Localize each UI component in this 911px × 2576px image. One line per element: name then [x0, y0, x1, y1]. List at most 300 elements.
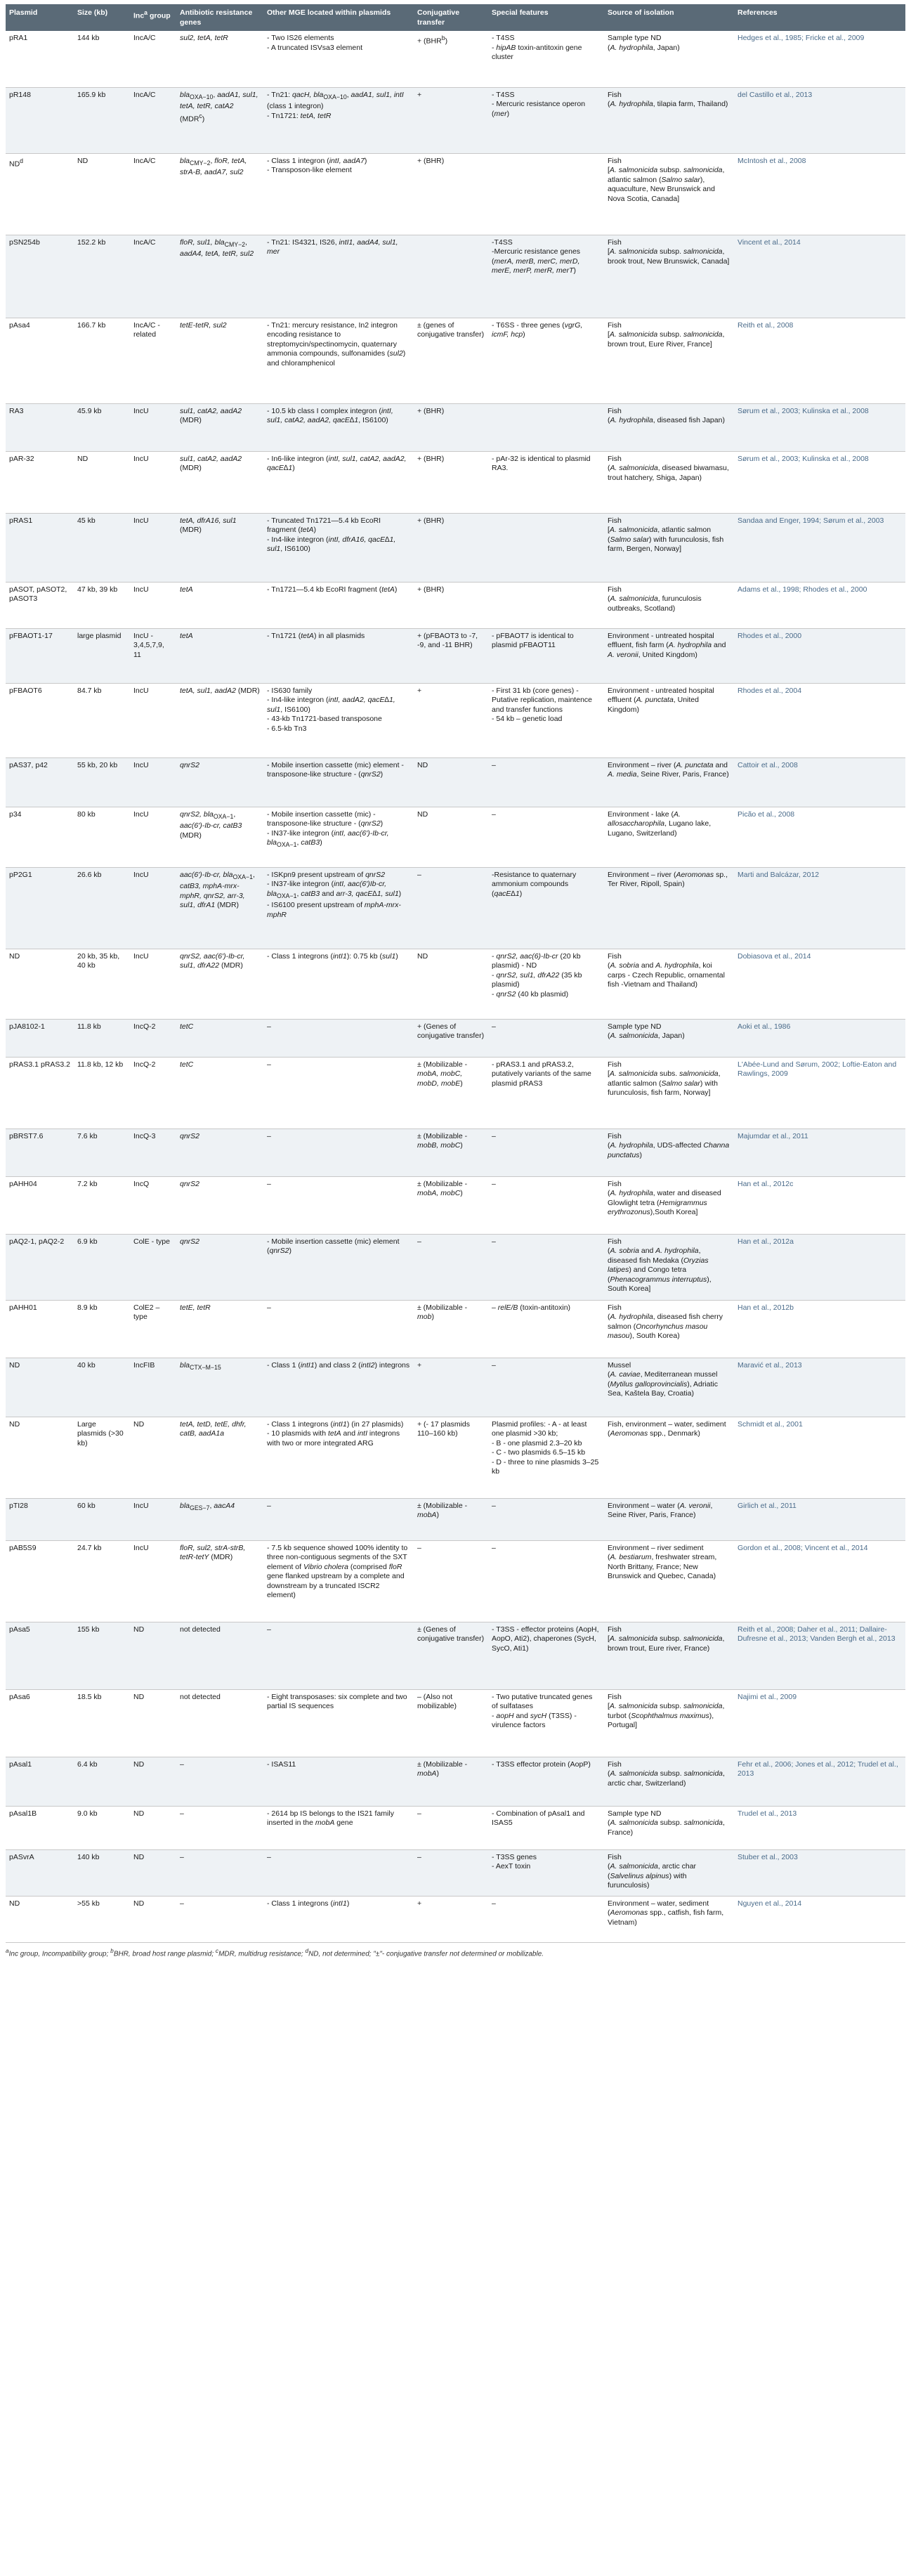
cell-resistance-genes: sul2, tetA, tetR [176, 31, 263, 87]
cell-source-of-isolation: Fish [A. salmonicida subsp. salmonicida, atlantic salmon (Salmo salar), aquaculture, New Brunswick and Nova Scotia, Canada] [604, 153, 734, 235]
cell-plasmid: pAHH01 [6, 1300, 74, 1358]
cell-size: >55 kb [74, 1896, 130, 1942]
cell-references: Najimi et al., 2009 [734, 1689, 905, 1757]
cell-conjugative-transfer [414, 235, 488, 318]
cell-size: 9.0 kb [74, 1806, 130, 1849]
table-row [6, 403, 905, 451]
cell-inc-group: ND [130, 1689, 176, 1757]
cell-size: 152.2 kb [74, 235, 130, 318]
cell-plasmid: ND [6, 1358, 74, 1417]
cell-plasmid: pAsal1 [6, 1757, 74, 1806]
cell-conjugative-transfer: – [414, 1806, 488, 1849]
cell-source-of-isolation: Sample type ND (A. salmonicida subsp. salmonicida, France) [604, 1806, 734, 1849]
cell-references: Sandaa and Enger, 1994; Sørum et al., 2003 [734, 513, 905, 582]
table-row [6, 87, 905, 153]
cell-special-features: Plasmid profiles: - A - at least one plasmid >30 kb; - B - one plasmid 2.3–20 kb - C - two plasmids 6.5–15 kb - D - three to nine plasmids 3–25 kb [488, 1417, 604, 1498]
cell-plasmid: p34 [6, 807, 74, 867]
cell-size: 20 kb, 35 kb, 40 kb [74, 949, 130, 1019]
cell-source-of-isolation: Environment – river (Aeromonas sp., Ter River, Ripoll, Spain) [604, 867, 734, 949]
cell-plasmid: pFBAOT1-17 [6, 628, 74, 683]
cell-references: Gordon et al., 2008; Vincent et al., 2014 [734, 1540, 905, 1622]
column-header-other-mge: Other MGE located within plasmids [263, 4, 414, 31]
cell-resistance-genes: qnrS2 [176, 1176, 263, 1234]
cell-source-of-isolation: Fish [A. salmonicida subsp. salmonicida, brown trout, Eure river, France) [604, 1622, 734, 1689]
cell-other-mge: – [263, 1498, 414, 1540]
cell-conjugative-transfer: + (BHR) [414, 153, 488, 235]
cell-conjugative-transfer: – [414, 1849, 488, 1896]
cell-source-of-isolation: Fish [A. salmonicida, atlantic salmon (Salmo salar) with furunculosis, fish farm, Bergen, Norway] [604, 513, 734, 582]
cell-references: Dobiasova et al., 2014 [734, 949, 905, 1019]
table-row [6, 1622, 905, 1689]
cell-resistance-genes: tetA, tetD, tetE, dhfr, catB, aadA1a [176, 1417, 263, 1498]
cell-conjugative-transfer: ± (Mobilizable - mobA, mobC) [414, 1176, 488, 1234]
table-row [6, 1417, 905, 1498]
cell-other-mge: - Mobile insertion cassette (mic) element (qnrS2) [263, 1234, 414, 1300]
cell-references: Aoki et al., 1986 [734, 1019, 905, 1057]
cell-source-of-isolation: Fish (A. hydrophila, tilapia farm, Thailand) [604, 87, 734, 153]
cell-resistance-genes: sul1, catA2, aadA2 (MDR) [176, 451, 263, 513]
cell-other-mge: - Mobile insertion cassette (mic) - transposone-like structure - (qnrS2) - IN37-like integron (intI, aac(6′)-Ib-cr, bla$_{OXA-1}$, catB3) [263, 807, 414, 867]
cell-plasmid: pFBAOT6 [6, 683, 74, 757]
cell-size: 140 kb [74, 1849, 130, 1896]
table-row [6, 807, 905, 867]
cell-size: 18.5 kb [74, 1689, 130, 1757]
cell-source-of-isolation: Environment – water (A. veronii, Seine River, Paris, France) [604, 1498, 734, 1540]
cell-special-features: – [488, 1896, 604, 1942]
table-row [6, 867, 905, 949]
cell-resistance-genes: bla$_{CTX-M-15}$ [176, 1358, 263, 1417]
table-row [6, 1849, 905, 1896]
cell-inc-group: IncU [130, 403, 176, 451]
cell-other-mge: - Tn21: IS4321, IS26, intI1, aadA4, sul1, mer [263, 235, 414, 318]
cell-references: Schmidt et al., 2001 [734, 1417, 905, 1498]
cell-plasmid: pTI28 [6, 1498, 74, 1540]
cell-other-mge: – [263, 1128, 414, 1176]
table-footnote: $^a$Inc group, Incompatibility group; $^b$BHR, broad host range plasmid; $^c$MDR, multidrug resistance; $^d$ND, not determined; "±"- conjugative transfer not determined or mobilizable. [6, 1946, 544, 1958]
cell-other-mge: - 2614 bp IS belongs to the IS21 family inserted in the mobA gene [263, 1806, 414, 1849]
cell-resistance-genes: bla$_{OXA-10}$, aadA1, sul1, tetA, tetR, catA2 (MDR$^c$) [176, 87, 263, 153]
cell-other-mge: - Tn1721—5.4 kb EcoRI fragment (tetA) [263, 582, 414, 628]
cell-size: 6.4 kb [74, 1757, 130, 1806]
cell-conjugative-transfer: + (BHR) [414, 403, 488, 451]
cell-references: Cattoir et al., 2008 [734, 757, 905, 807]
cell-source-of-isolation: Environment – river sediment (A. bestiarum, freshwater stream, North Brittany, France; New Brunswick and Quebec, Canada) [604, 1540, 734, 1622]
cell-inc-group: IncU - 3,4,5,7,9, 11 [130, 628, 176, 683]
cell-resistance-genes: qnrS2 [176, 757, 263, 807]
cell-resistance-genes: bla$_{GES-7}$, aacA4 [176, 1498, 263, 1540]
cell-special-features [488, 403, 604, 451]
cell-plasmid: pAsa6 [6, 1689, 74, 1757]
cell-inc-group: IncU [130, 513, 176, 582]
cell-size: large plasmid [74, 628, 130, 683]
cell-inc-group: IncU [130, 582, 176, 628]
cell-source-of-isolation: Fish (A. salmonicida subsp. salmonicida, arctic char, Switzerland) [604, 1757, 734, 1806]
cell-special-features: - pRAS3.1 and pRAS3.2, putatively variants of the same plasmid pRAS3 [488, 1057, 604, 1128]
cell-size: 60 kb [74, 1498, 130, 1540]
cell-size: 45 kb [74, 513, 130, 582]
cell-resistance-genes: tetC [176, 1057, 263, 1128]
cell-size: 8.9 kb [74, 1300, 130, 1358]
cell-conjugative-transfer: – [414, 1540, 488, 1622]
column-header-special-features: Special features [488, 4, 604, 31]
cell-special-features: - T3SS genes - AexT toxin [488, 1849, 604, 1896]
cell-plasmid: pRAS1 [6, 513, 74, 582]
cell-conjugative-transfer: + $(BHR^b)$ [414, 31, 488, 87]
cell-other-mge: – [263, 1176, 414, 1234]
cell-other-mge: - IS630 family - In4-like integron (intI, aadA2, qacE∆1, sul1, IS6100) - 43-kb Tn1721-based transposone - 6.5-kb Tn3 [263, 683, 414, 757]
cell-other-mge: – [263, 1057, 414, 1128]
cell-resistance-genes: not detected [176, 1622, 263, 1689]
cell-conjugative-transfer: ± (Genes of conjugative transfer) [414, 1622, 488, 1689]
cell-inc-group: ND [130, 1849, 176, 1896]
cell-inc-group: IncA/C [130, 235, 176, 318]
cell-resistance-genes: tetA, dfrA16, sul1 (MDR) [176, 513, 263, 582]
cell-references: Sørum et al., 2003; Kulinska et al., 2008 [734, 403, 905, 451]
cell-conjugative-transfer: ± (Mobilizable - mobA, mobC, mobD, mobE) [414, 1057, 488, 1128]
cell-references: Han et al., 2012b [734, 1300, 905, 1358]
cell-special-features: – [488, 1358, 604, 1417]
cell-size: Large plasmids (>30 kb) [74, 1417, 130, 1498]
table-body [6, 31, 905, 1942]
cell-size: 55 kb, 20 kb [74, 757, 130, 807]
cell-references: Adams et al., 1998; Rhodes et al., 2000 [734, 582, 905, 628]
cell-references: Hedges et al., 1985; Fricke et al., 2009 [734, 31, 905, 87]
column-header-resistance-genes: Antibiotic resistance genes [176, 4, 263, 31]
cell-source-of-isolation: Fish [A. salmonicida subsp. salmonicida, brook trout, New Brunswick, Canada] [604, 235, 734, 318]
cell-references: Rhodes et al., 2000 [734, 628, 905, 683]
table-row [6, 1019, 905, 1057]
column-header-plasmid: Plasmid [6, 4, 74, 31]
cell-source-of-isolation: Fish (A. sobria and A. hydrophila, koi carps - Czech Republic, ornamental fish -Vietnam and Thailand) [604, 949, 734, 1019]
cell-conjugative-transfer: – [414, 1234, 488, 1300]
cell-other-mge: - Class 1 integron (intI, aadA7) - Transposon-like element [263, 153, 414, 235]
cell-inc-group: IncQ [130, 1176, 176, 1234]
column-header-references: References [734, 4, 905, 31]
cell-source-of-isolation: Environment - lake (A. allosaccharophila, Lugano lake, Lugano, Switzerland) [604, 807, 734, 867]
cell-references: Fehr et al., 2006; Jones et al., 2012; Trudel et al., 2013 [734, 1757, 905, 1806]
cell-conjugative-transfer: + [414, 683, 488, 757]
cell-special-features: - Combination of pAsal1 and ISAS5 [488, 1806, 604, 1849]
cell-special-features: – [488, 757, 604, 807]
cell-plasmid: pAQ2-1, pAQ2-2 [6, 1234, 74, 1300]
cell-source-of-isolation: Environment - untreated hospital effluent, fish farm (A. hydrophila and A. veronii, United Kingdom) [604, 628, 734, 683]
cell-resistance-genes: bla$_{CMY-2}$, floR, tetA, strA-B, aadA7, sul2 [176, 153, 263, 235]
table-row [6, 1540, 905, 1622]
cell-size: 40 kb [74, 1358, 130, 1417]
cell-other-mge: - ISAS11 [263, 1757, 414, 1806]
cell-resistance-genes: – [176, 1757, 263, 1806]
cell-source-of-isolation: Fish (A. hydrophila, diseased fish cherry salmon (Oncorhynchus masou masou), South Korea) [604, 1300, 734, 1358]
cell-plasmid: RA3 [6, 403, 74, 451]
cell-references: Vincent et al., 2014 [734, 235, 905, 318]
table-row [6, 1128, 905, 1176]
cell-plasmid: $ND^d$ [6, 153, 74, 235]
cell-inc-group: ND [130, 1806, 176, 1849]
cell-inc-group: ND [130, 1622, 176, 1689]
cell-other-mge: - 10.5 kb class I complex integron (intI, sul1, catA2, aadA2, qacE∆1, IS6100) [263, 403, 414, 451]
cell-conjugative-transfer: ± (Mobilizable - mobA) [414, 1757, 488, 1806]
cell-references: Majumdar et al., 2011 [734, 1128, 905, 1176]
cell-inc-group: IncU [130, 1540, 176, 1622]
cell-inc-group: ND [130, 1757, 176, 1806]
cell-conjugative-transfer: ± (genes of conjugative transfer) [414, 318, 488, 403]
cell-plasmid: pAsal1B [6, 1806, 74, 1849]
cell-references: Stuber et al., 2003 [734, 1849, 905, 1896]
cell-source-of-isolation: Environment – water, sediment (Aeromonas spp., catfish, fish farm, Vietnam) [604, 1896, 734, 1942]
cell-references: Han et al., 2012c [734, 1176, 905, 1234]
cell-resistance-genes: tetE, tetR [176, 1300, 263, 1358]
cell-references: L'Abée-Lund and Sørum, 2002; Loftie-Eaton and Rawlings, 2009 [734, 1057, 905, 1128]
cell-other-mge: – [263, 1300, 414, 1358]
cell-other-mge: - Tn21: qacH, bla$_{OXA-10}$, aadA1, sul1, intI (class 1 integron) - Tn1721: tetA, tetR [263, 87, 414, 153]
cell-special-features: - Two putative truncated genes of sulfatases - aopH and sycH (T3SS) - virulence factors [488, 1689, 604, 1757]
cell-references: Girlich et al., 2011 [734, 1498, 905, 1540]
cell-inc-group: IncU [130, 807, 176, 867]
cell-source-of-isolation: Environment – river (A. punctata and A. media, Seine River, Paris, France) [604, 757, 734, 807]
cell-plasmid: pAsa5 [6, 1622, 74, 1689]
table-row [6, 1806, 905, 1849]
cell-other-mge: - Class 1 (intI1) and class 2 (intI2) integrons [263, 1358, 414, 1417]
cell-inc-group: IncA/C [130, 31, 176, 87]
cell-plasmid: pAHH04 [6, 1176, 74, 1234]
cell-source-of-isolation: Mussel (A. caviae, Mediterranean mussel (Mytilus galloprovincialis), Adriatic Sea, Kaštela Bay, Croatia) [604, 1358, 734, 1417]
cell-inc-group: ND [130, 1896, 176, 1942]
cell-inc-group: IncU [130, 1498, 176, 1540]
cell-resistance-genes: – [176, 1849, 263, 1896]
cell-plasmid: ND [6, 949, 74, 1019]
cell-plasmid: pAB5S9 [6, 1540, 74, 1622]
cell-references: del Castillo et al., 2013 [734, 87, 905, 153]
cell-other-mge: - Truncated Tn1721—5.4 kb EcoRI fragment (tetA) - In4-like integron (intI, dfrA16, qacE∆1, sul1, IS6100) [263, 513, 414, 582]
column-header-inc-group: Inc$^a$ group [130, 4, 176, 31]
cell-special-features: – [488, 1498, 604, 1540]
cell-inc-group: ND [130, 1417, 176, 1498]
cell-source-of-isolation: Fish [A. salmonicida subsp. salmonicida, turbot (Scophthalmus maximus), Portugal] [604, 1689, 734, 1757]
cell-resistance-genes: tetC [176, 1019, 263, 1057]
cell-size: 47 kb, 39 kb [74, 582, 130, 628]
cell-size: 80 kb [74, 807, 130, 867]
cell-inc-group: IncQ-2 [130, 1019, 176, 1057]
cell-conjugative-transfer: ND [414, 949, 488, 1019]
cell-resistance-genes: qnrS2 [176, 1128, 263, 1176]
cell-special-features: - qnrS2, aac(6)-Ib-cr (20 kb plasmid) - ND - qnrS2, sul1, dfrA22 (35 kb plasmid) - qnrS2 (40 kb plasmid) [488, 949, 604, 1019]
cell-conjugative-transfer: ± (Mobilizable - mob) [414, 1300, 488, 1358]
cell-other-mge: - Tn21: mercury resistance, In2 integron encoding resistance to streptomycin/spectinomycin, quaternary ammonia compounds, sulfonamides (sul2) and chloramphenicol [263, 318, 414, 403]
cell-source-of-isolation: Fish (A. hydrophila, water and diseased Glowlight tetra (Hemigrammus erythrozonus),South Korea] [604, 1176, 734, 1234]
table-row [6, 1498, 905, 1540]
table-wrapper [6, 4, 905, 1958]
cell-conjugative-transfer: + [414, 1358, 488, 1417]
table-row [6, 153, 905, 235]
cell-plasmid: pAsa4 [6, 318, 74, 403]
cell-other-mge: - Mobile insertion cassette (mic) element - transposone-like structure - (qnrS2) [263, 757, 414, 807]
cell-size: 11.8 kb, 12 kb [74, 1057, 130, 1128]
cell-other-mge: - 7.5 kb sequence showed 100% identity to three non-contiguous segments of the SXT element of Vibrio cholera (comprised floR gene flanked upstream by a complete and downstream by a truncated ISCR2 element) [263, 1540, 414, 1622]
cell-references: Reith et al., 2008 [734, 318, 905, 403]
cell-source-of-isolation: Sample type ND (A. salmonicida, Japan) [604, 1019, 734, 1057]
cell-source-of-isolation: Fish (A. hydrophila, UDS-affected Channa punctatus) [604, 1128, 734, 1176]
cell-inc-group: IncQ-2 [130, 1057, 176, 1128]
cell-inc-group: IncA/C - related [130, 318, 176, 403]
table-row [6, 513, 905, 582]
cell-other-mge: - Eight transposases: six complete and two partial IS sequences [263, 1689, 414, 1757]
cell-resistance-genes: floR, sul1, bla$_{CMY-2}$, aadA4, tetA, tetR, sul2 [176, 235, 263, 318]
cell-special-features: - First 31 kb (core genes) - Putative replication, maintence and transfer functions - 54 kb – genetic load [488, 683, 604, 757]
cell-inc-group: IncA/C [130, 153, 176, 235]
cell-conjugative-transfer: ND [414, 807, 488, 867]
cell-special-features [488, 153, 604, 235]
cell-special-features [488, 513, 604, 582]
cell-plasmid: pRAS3.1 pRAS3.2 [6, 1057, 74, 1128]
cell-inc-group: IncU [130, 683, 176, 757]
cell-plasmid: pP2G1 [6, 867, 74, 949]
cell-size: 165.9 kb [74, 87, 130, 153]
cell-plasmid: pAS37, p42 [6, 757, 74, 807]
cell-inc-group: IncA/C [130, 87, 176, 153]
cell-resistance-genes: – [176, 1896, 263, 1942]
cell-conjugative-transfer: + (BHR) [414, 582, 488, 628]
cell-source-of-isolation: Fish (A. hydrophila, diseased fish Japan) [604, 403, 734, 451]
cell-source-of-isolation: Fish (A. sobria and A. hydrophila, diseased fish Medaka (Oryzias latipes) and Congo tetra (Phenacogrammus interruptus), South Korea] [604, 1234, 734, 1300]
cell-references: Trudel et al., 2013 [734, 1806, 905, 1849]
cell-special-features: - T4SS - Mercuric resistance operon (mer) [488, 87, 604, 153]
cell-resistance-genes: qnrS2, aac(6′)-Ib-cr, sul1, dfrA22 (MDR) [176, 949, 263, 1019]
cell-plasmid: pBRST7.6 [6, 1128, 74, 1176]
cell-source-of-isolation: Fish [A. salmonicida subsp. salmonicida, brown trout, Eure River, France] [604, 318, 734, 403]
cell-references: Nguyen et al., 2014 [734, 1896, 905, 1942]
cell-resistance-genes: qnrS2 [176, 1234, 263, 1300]
cell-resistance-genes: tetA [176, 628, 263, 683]
cell-resistance-genes: sul1, catA2, aadA2 (MDR) [176, 403, 263, 451]
cell-special-features: – [488, 1234, 604, 1300]
table-row [6, 1057, 905, 1128]
cell-special-features: - T3SS effector protein (AopP) [488, 1757, 604, 1806]
cell-other-mge: - ISKpn9 present upstream of qnrS2 - IN37-like integron (intI, aac(6′)Ib-cr, bla$_{OXA-1}$, catB3 and arr-3, qacE∆1, sul1) - IS6100 present upstream of mphA-mrx-mphR [263, 867, 414, 949]
cell-plasmid: pSN254b [6, 235, 74, 318]
cell-references: Maravić et al., 2013 [734, 1358, 905, 1417]
table-row [6, 1300, 905, 1358]
cell-conjugative-transfer: ± (Mobilizable - mobB, mobC) [414, 1128, 488, 1176]
cell-special-features: – [488, 1176, 604, 1234]
cell-special-features: - T4SS - hipAB toxin-antitoxin gene cluster [488, 31, 604, 87]
table-row [6, 757, 905, 807]
cell-conjugative-transfer: + (- 17 plasmids 110–160 kb) [414, 1417, 488, 1498]
table-row [6, 949, 905, 1019]
cell-source-of-isolation: Fish [A. salmonicida subs. salmonicida, atlantic salmon (Salmo salar) with furunculosis, fish farm, Norway] [604, 1057, 734, 1128]
cell-plasmid: ND [6, 1896, 74, 1942]
column-header-source-of-isolation: Source of isolation [604, 4, 734, 31]
column-header-conjugative-transfer: Conjugative transfer [414, 4, 488, 31]
cell-references: Han et al., 2012a [734, 1234, 905, 1300]
cell-plasmid: pRA1 [6, 31, 74, 87]
cell-special-features: – [488, 1540, 604, 1622]
table-row [6, 683, 905, 757]
cell-size: 144 kb [74, 31, 130, 87]
cell-references: Picão et al., 2008 [734, 807, 905, 867]
cell-plasmid: pAR-32 [6, 451, 74, 513]
cell-conjugative-transfer: ND [414, 757, 488, 807]
cell-source-of-isolation: Environment - untreated hospital effluent (A. punctata, United Kingdom) [604, 683, 734, 757]
cell-resistance-genes: tetA [176, 582, 263, 628]
cell-special-features: - T6SS - three genes (vgrG, icmF, hcp) [488, 318, 604, 403]
cell-conjugative-transfer: + (BHR) [414, 451, 488, 513]
cell-other-mge: - Class 1 integrons (intI1) [263, 1896, 414, 1942]
cell-references: Rhodes et al., 2004 [734, 683, 905, 757]
cell-inc-group: IncU [130, 949, 176, 1019]
cell-source-of-isolation: Fish (A. salmonicida, arctic char (Salvelinus alpinus) with furunculosis) [604, 1849, 734, 1896]
cell-size: ND [74, 451, 130, 513]
table-row [6, 628, 905, 683]
cell-inc-group: IncQ-3 [130, 1128, 176, 1176]
cell-other-mge: – [263, 1622, 414, 1689]
cell-size: 6.9 kb [74, 1234, 130, 1300]
table-row [6, 1234, 905, 1300]
cell-source-of-isolation: Fish (A. salmonicida, diseased biwamasu, trout hatchery, Shiga, Japan) [604, 451, 734, 513]
cell-special-features: – [488, 807, 604, 867]
cell-other-mge: - Class 1 integrons (intI1) (in 27 plasmids) - 10 plasmids with tetA and intI integrons with two or more integrated ARG [263, 1417, 414, 1498]
cell-special-features: - T3SS - effector proteins (AopH, AopO, Ati2), chaperones (SycH, SycO, Ati1) [488, 1622, 604, 1689]
cell-conjugative-transfer: + [414, 1896, 488, 1942]
table-row [6, 1757, 905, 1806]
cell-size: 155 kb [74, 1622, 130, 1689]
table-header [6, 4, 905, 31]
cell-size: ND [74, 153, 130, 235]
cell-plasmid: pASvrA [6, 1849, 74, 1896]
cell-special-features: – relE/B (toxin-antitoxin) [488, 1300, 604, 1358]
cell-conjugative-transfer: + [414, 87, 488, 153]
cell-conjugative-transfer: + (BHR) [414, 513, 488, 582]
cell-conjugative-transfer: – [414, 867, 488, 949]
cell-references: Marti and Balcázar, 2012 [734, 867, 905, 949]
cell-resistance-genes: floR, sul2, strA-strB, tetR-tetY (MDR) [176, 1540, 263, 1622]
cell-resistance-genes: tetA, sul1, aadA2 (MDR) [176, 683, 263, 757]
cell-other-mge: – [263, 1849, 414, 1896]
cell-special-features: – [488, 1019, 604, 1057]
cell-size: 24.7 kb [74, 1540, 130, 1622]
cell-conjugative-transfer: – (Also not mobilizable) [414, 1689, 488, 1757]
cell-resistance-genes: qnrS2, bla$_{OXA-1}$, aac(6′)-Ib-cr, catB3 (MDR) [176, 807, 263, 867]
cell-special-features: - pAr-32 is identical to plasmid RA3. [488, 451, 604, 513]
cell-other-mge: - Two IS26 elements - A truncated ISVsa3 element [263, 31, 414, 87]
cell-resistance-genes: not detected [176, 1689, 263, 1757]
cell-resistance-genes: aac(6′)-Ib-cr, bla$_{OXA-1}$, catB3, mphA-mrx-mphR, qnrS2, arr-3, sul1, dfrA1 (MDR) [176, 867, 263, 949]
table-row [6, 582, 905, 628]
table-row [6, 235, 905, 318]
table-row [6, 31, 905, 87]
cell-size: 84.7 kb [74, 683, 130, 757]
cell-conjugative-transfer: + (pFBAOT3 to -7, -9, and -11 BHR) [414, 628, 488, 683]
cell-inc-group: IncFIB [130, 1358, 176, 1417]
cell-source-of-isolation: Fish (A. salmonicida, furunculosis outbreaks, Scotland) [604, 582, 734, 628]
cell-other-mge: - In6-like integron (intI, sul1, catA2, aadA2, qacE∆1) [263, 451, 414, 513]
cell-conjugative-transfer: ± (Mobilizable - mobA) [414, 1498, 488, 1540]
cell-special-features: -T4SS -Mercuric resistance genes (merA, merB, merC, merD, merE, merP, merR, merT) [488, 235, 604, 318]
table-row [6, 1689, 905, 1757]
cell-plasmid: ND [6, 1417, 74, 1498]
cell-plasmid: pJA8102-1 [6, 1019, 74, 1057]
table-row [6, 451, 905, 513]
table-row [6, 1358, 905, 1417]
cell-source-of-isolation: Sample type ND (A. hydrophila, Japan) [604, 31, 734, 87]
cell-other-mge: – [263, 1019, 414, 1057]
cell-inc-group: ColE - type [130, 1234, 176, 1300]
cell-special-features: - pFBAOT7 is identical to plasmid pFBAOT11 [488, 628, 604, 683]
table-row [6, 318, 905, 403]
cell-inc-group: ColE2 – type [130, 1300, 176, 1358]
cell-size: 11.8 kb [74, 1019, 130, 1057]
cell-inc-group: IncU [130, 757, 176, 807]
cell-resistance-genes: – [176, 1806, 263, 1849]
